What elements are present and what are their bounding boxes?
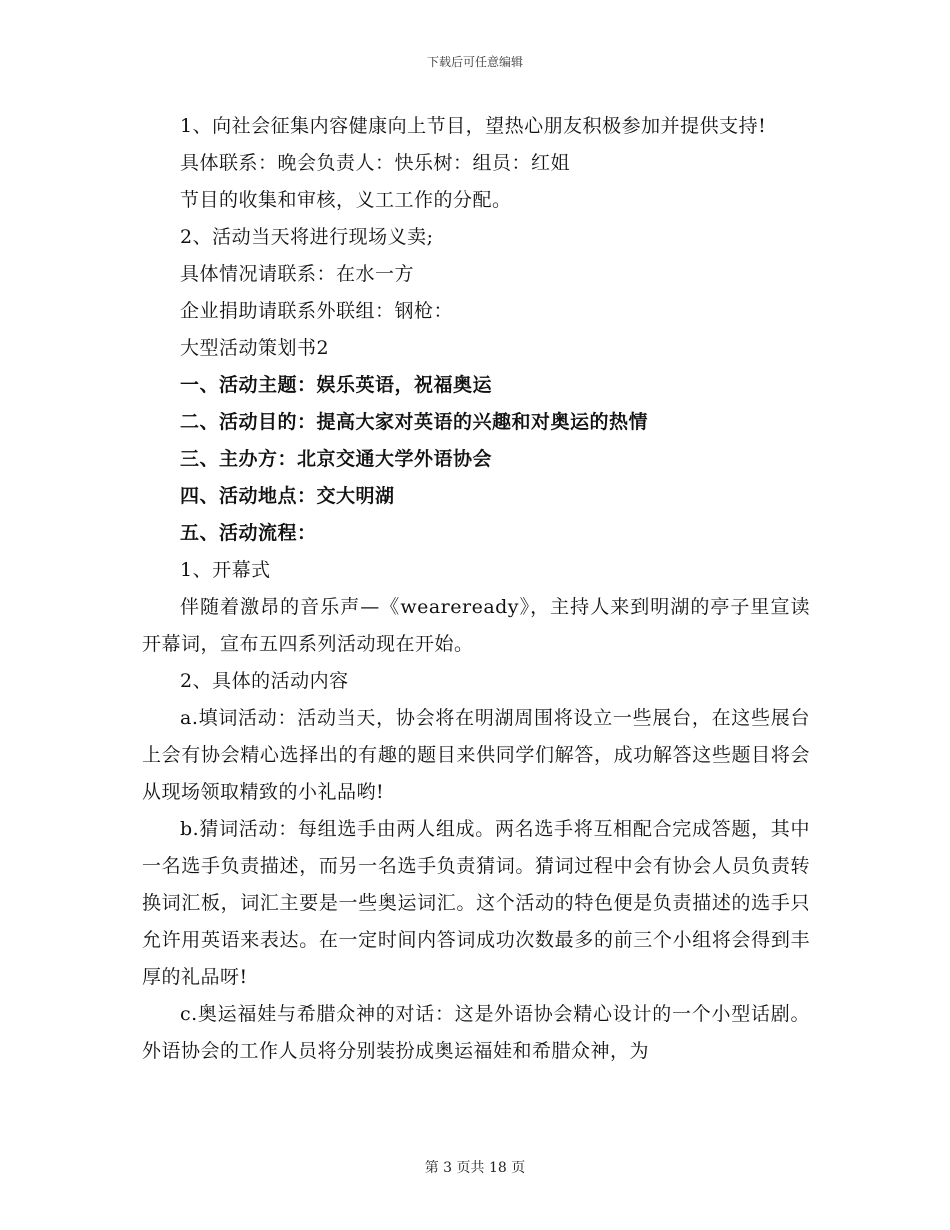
heading-process: 五、活动流程： — [180, 522, 317, 544]
heading-theme: 一、活动主题：娱乐英语，祝福奥运 — [180, 374, 493, 396]
paragraph: 2、活动当天将进行现场义卖; — [180, 226, 434, 248]
page-header: 下载后可任意编辑 — [426, 55, 523, 69]
paragraph: 1、向社会征集内容健康向上节目，望热心朋友积极参加并提供支持! — [180, 115, 767, 137]
heading-purpose: 二、活动目的：提高大家对英语的兴趣和对奥运的热情 — [180, 411, 649, 433]
paragraph: b.猜词活动：每组选手由两人组成。两名选手将互相配合完成答题，其中一名选手负责描述，而另一名选手负责猜词。猜词过程中会有协会人员负责转换词汇板，词汇主要是一些奥运词汇。这个活动的特色便是负责描述的选手只允许用英语来表达。在一定时间内答词成功次数最多的前三个小组将会得到丰厚的礼品呀! — [142, 818, 810, 988]
paragraph: c.奥运福娃与希腊众神的对话：这是外语协会精心设计的一个小型话剧。外语协会的工作人员将分别装扮成奥运福娃和希腊众神，为 — [142, 1003, 810, 1062]
paragraph: 具体联系：晚会负责人：快乐树：组员：红姐 — [180, 152, 571, 174]
heading-location: 四、活动地点：交大明湖 — [180, 485, 395, 507]
page-footer: 第 3 页共 18 页 — [424, 1160, 526, 1176]
heading-organizer: 三、主办方：北京交通大学外语协会 — [180, 448, 493, 470]
paragraph: 具体情况请联系：在水一方 — [180, 263, 415, 285]
paragraph: 1、开幕式 — [180, 559, 271, 581]
paragraph: 企业捐助请联系外联组：钢枪： — [180, 300, 454, 322]
paragraph: 伴随着激昂的音乐声—《weareready》，主持人来到明湖的亭子里宣读开幕词，宣布五四系列活动现在开始。 — [142, 596, 810, 655]
paragraph: a.填词活动：活动当天，协会将在明湖周围将设立一些展台，在这些展台上会有协会精心选择出的有趣的题目来供同学们解答，成功解答这些题目将会从现场领取精致的小礼品哟! — [142, 707, 810, 803]
paragraph: 节目的收集和审核，义工工作的分配。 — [180, 189, 512, 211]
document-body — [142, 108, 810, 1070]
section-title: 大型活动策划书2 — [180, 337, 330, 359]
paragraph: 2、具体的活动内容 — [180, 670, 349, 692]
